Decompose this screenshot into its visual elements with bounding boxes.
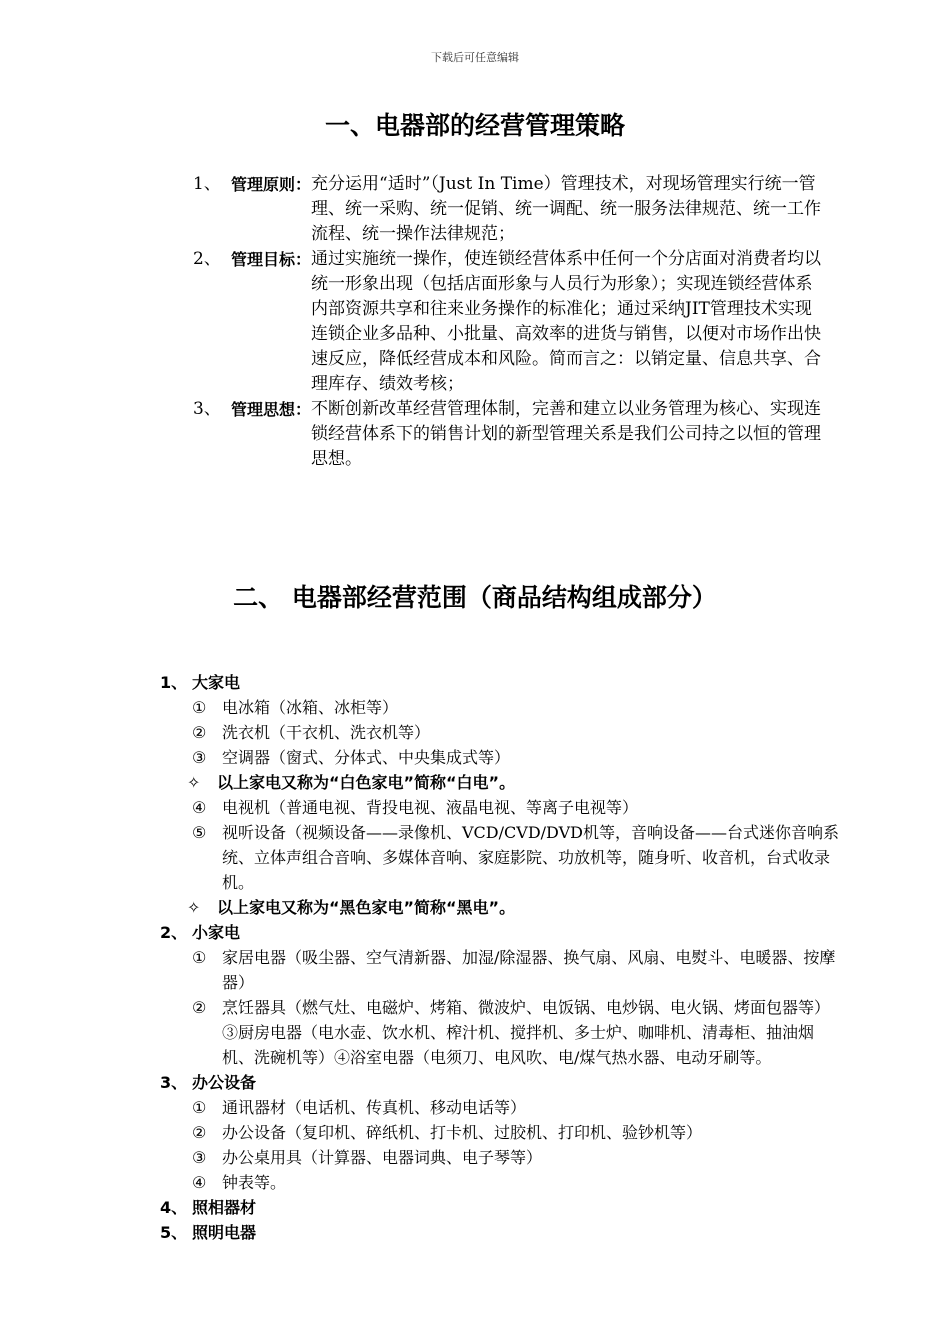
diamond-star-icon: ✧ xyxy=(187,898,201,917)
item-text: 钟表等。 xyxy=(222,1173,287,1192)
category-number: 4、 xyxy=(160,1198,188,1217)
business-scope xyxy=(160,670,860,1245)
note-text: 以上家电又称为“白色家电”简称“白电”。 xyxy=(217,773,516,792)
item-text: 洗衣机（干衣机、洗衣机等） xyxy=(222,723,431,742)
white-goods-note xyxy=(160,770,860,795)
management-principles xyxy=(193,172,863,472)
principle-label: 管理目标： xyxy=(231,250,312,269)
item-text: 空调器（窗式、分体式、中央集成式等） xyxy=(222,748,511,767)
diamond-star-icon: ✧ xyxy=(187,773,201,792)
item-text: 办公设备（复印机、碎纸机、打卡机、过胶机、打印机、验钞机等） xyxy=(222,1123,703,1142)
principle-label: 管理原则： xyxy=(231,175,312,194)
list-item xyxy=(160,945,860,995)
item-marker: ③ xyxy=(192,1148,207,1167)
item-marker: ④ xyxy=(192,798,207,817)
category-heading xyxy=(160,1195,860,1220)
item-text: 家居电器（吸尘器、空气清新器、加湿/除湿器、换气扇、风扇、电熨斗、电暖器、按摩器） xyxy=(222,948,836,992)
category-name: 办公设备 xyxy=(192,1073,257,1092)
category-number: 3、 xyxy=(160,1073,188,1092)
item-text: 电冰箱（冰箱、冰柜等） xyxy=(222,698,399,717)
section-title-2: 二、 电器部经营范围（商品结构组成部分） xyxy=(233,583,717,612)
item-marker: ② xyxy=(192,1123,207,1142)
principle-item xyxy=(193,172,863,247)
category-heading xyxy=(160,920,860,945)
list-item xyxy=(160,695,860,720)
principle-number: 2、 xyxy=(193,249,221,269)
principle-number: 1、 xyxy=(193,174,221,194)
category-name: 照明电器 xyxy=(192,1223,257,1242)
item-text: 办公桌用具（计算器、电器词典、电子琴等） xyxy=(222,1148,543,1167)
principle-label: 管理思想： xyxy=(231,400,312,419)
category-heading xyxy=(160,1070,860,1095)
principle-text: 通过实施统一操作，使连锁经营体系中任何一个分店面对消费者均以统一形象出现（包括店面形象与人员行为形象）；实现连锁经营体系内部资源共享和往来业务操作的标准化；通过采纳JIT管理技术实现连锁企业多品种、小批量、高效率的进货与销售，以便对市场作出快速反应，降低经营成本和风险。简而言之：以销定量、信息共享、合理库存、绩效考核； xyxy=(311,249,822,394)
page-header: 下载后可任意编辑 xyxy=(431,51,519,64)
list-item xyxy=(160,1120,860,1145)
category-name: 照相器材 xyxy=(192,1198,257,1217)
item-text: 电视机（普通电视、背投电视、液晶电视、等离子电视等） xyxy=(222,798,639,817)
item-text: 通讯器材（电话机、传真机、移动电话等） xyxy=(222,1098,527,1117)
item-marker: ② xyxy=(192,723,207,742)
principle-item xyxy=(193,397,863,472)
list-item xyxy=(160,995,860,1070)
principle-text: 不断创新改革经营管理体制，完善和建立以业务管理为核心、实现连锁经营体系下的销售计划的新型管理关系是我们公司持之以恒的管理思想。 xyxy=(311,399,822,469)
item-marker: ① xyxy=(192,948,207,967)
item-marker: ④ xyxy=(192,1173,207,1192)
list-item xyxy=(160,795,860,820)
item-marker: ① xyxy=(192,698,207,717)
category-number: 1、 xyxy=(160,673,188,692)
note-text: 以上家电又称为“黑色家电”简称“黑电”。 xyxy=(217,898,516,917)
item-text: 烹饪器具（燃气灶、电磁炉、烤箱、微波炉、电饭锅、电炒锅、电火锅、烤面包器等）③厨房电器（电水壶、饮水机、榨汁机、搅拌机、多士炉、咖啡机、清毒柜、抽油烟机、洗碗机等）④浴室电器（电须刀、电风吹、电/煤气热水器、电动牙刷等。 xyxy=(222,998,831,1067)
category-name: 大家电 xyxy=(192,673,241,692)
category-heading xyxy=(160,1220,860,1245)
item-marker: ① xyxy=(192,1098,207,1117)
category-number: 5、 xyxy=(160,1223,188,1242)
principle-item xyxy=(193,247,863,397)
category-number: 2、 xyxy=(160,923,188,942)
black-goods-note xyxy=(160,895,860,920)
principle-number: 3、 xyxy=(193,399,221,419)
item-marker: ⑤ xyxy=(192,823,207,842)
list-item xyxy=(160,720,860,745)
category-name: 小家电 xyxy=(192,923,241,942)
section-title-1: 一、电器部的经营管理策略 xyxy=(324,111,625,140)
item-marker: ③ xyxy=(192,748,207,767)
list-item xyxy=(160,1170,860,1195)
list-item xyxy=(160,1095,860,1120)
list-item xyxy=(160,745,860,770)
principle-text: 充分运用“适时”（Just In Time）管理技术，对现场管理实行统一管理、统一采购、统一促销、统一调配、统一服务法律规范、统一工作流程、统一操作法律规范； xyxy=(311,174,822,244)
item-text: 视听设备（视频设备——录像机、VCD/CVD/DVD机等，音响设备——台式迷你音响系统、立体声组合音响、多媒体音响、家庭影院、功放机等，随身听、收音机，台式收录机。 xyxy=(222,823,839,892)
list-item xyxy=(160,1145,860,1170)
list-item xyxy=(160,820,860,895)
category-heading xyxy=(160,670,860,695)
item-marker: ② xyxy=(192,998,207,1017)
